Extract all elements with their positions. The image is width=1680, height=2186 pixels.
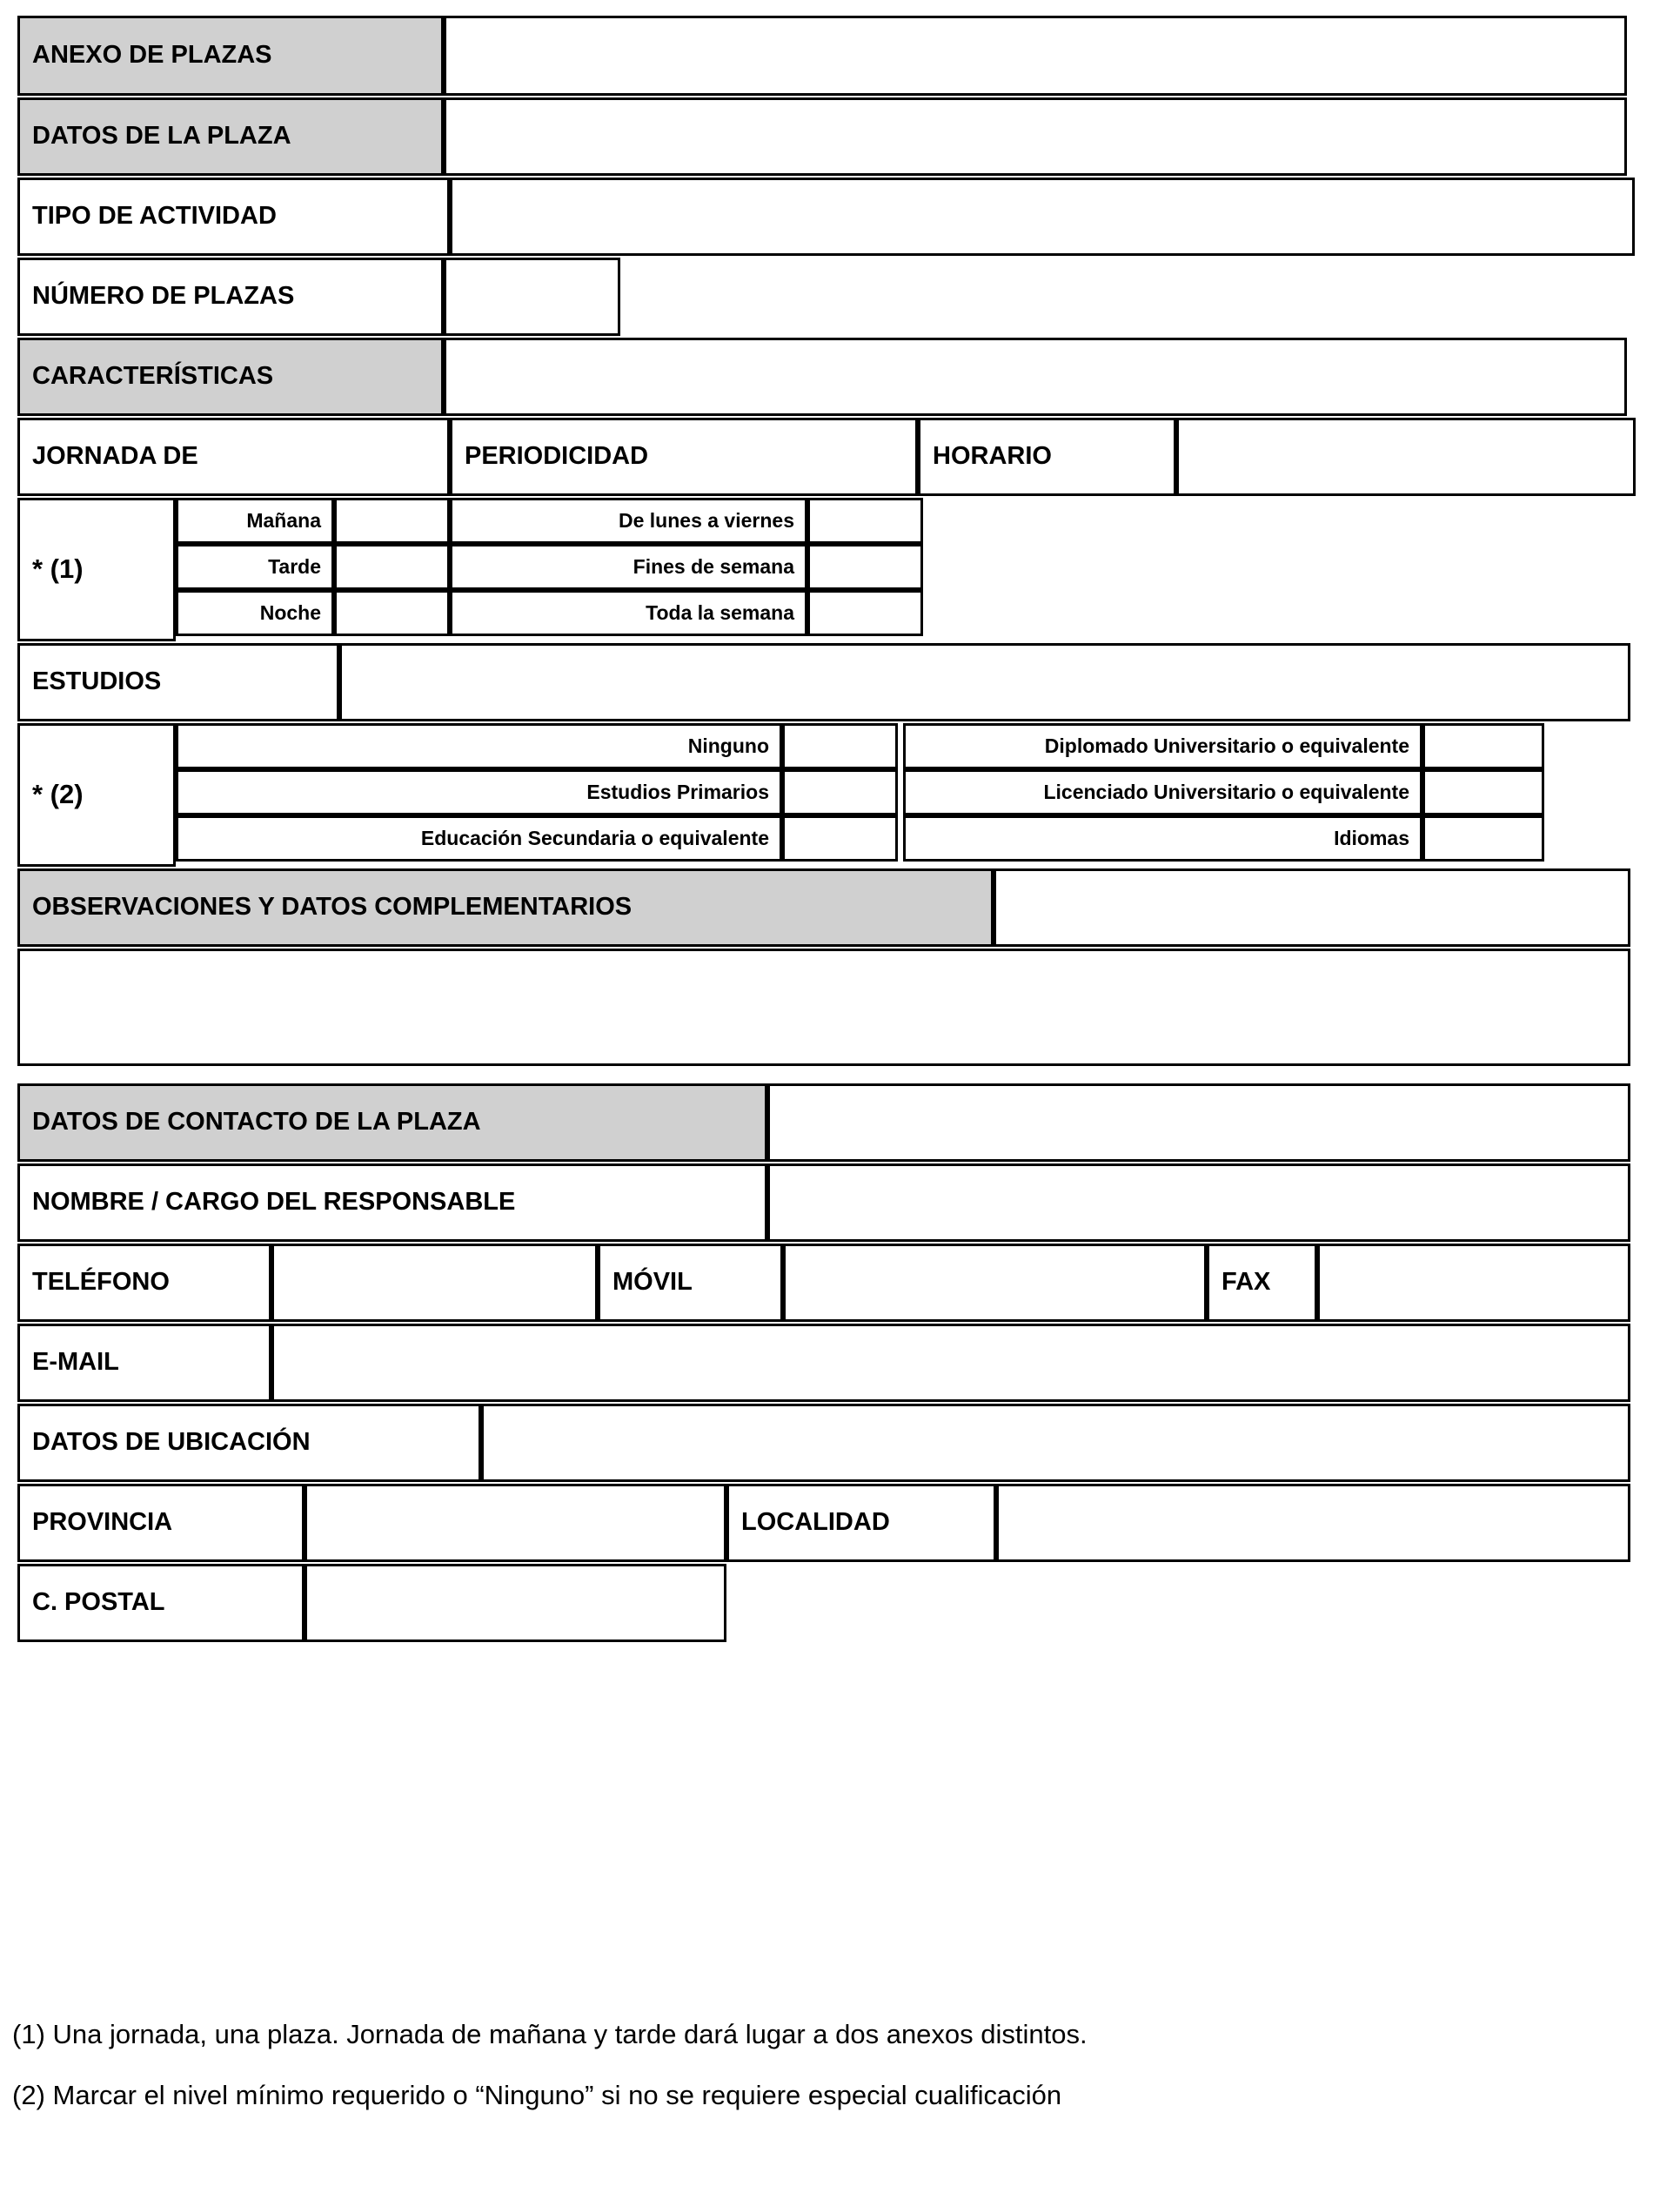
periodicidad-option-fines-semana[interactable] (450, 544, 923, 590)
estudios-option-ninguno[interactable] (176, 723, 898, 769)
label-periodicidad: PERIODICIDAD (450, 418, 918, 496)
plazas-form (17, 16, 1657, 1644)
spacer-before-contacto (17, 1068, 1657, 1083)
periodicidad-option-lunes-viernes-box[interactable] (807, 498, 923, 544)
estudios-option-primarios-label: Estudios Primarios (176, 769, 782, 815)
jornada-options-group (176, 498, 450, 641)
marker-estudios-label: * (2) (32, 779, 84, 810)
jornada-option-noche[interactable] (176, 590, 450, 636)
jornada-option-noche-label: Noche (176, 590, 334, 636)
jornada-option-tarde-box[interactable] (334, 544, 450, 590)
estudios-option-ninguno-box[interactable] (782, 723, 898, 769)
row-estudios (17, 643, 1657, 721)
estudios-option-licenciado-label: Licenciado Universitario o equivalente (903, 769, 1422, 815)
row-observaciones (17, 868, 1657, 947)
label-telefono: TELÉFONO (17, 1244, 271, 1322)
field-telefono[interactable] (271, 1244, 598, 1322)
periodicidad-options-group (450, 498, 923, 641)
field-movil[interactable] (783, 1244, 1207, 1322)
estudios-option-secundaria-label: Educación Secundaria o equivalente (176, 815, 782, 862)
field-caracteristicas[interactable] (444, 338, 1627, 416)
row-numero-de-plazas (17, 258, 1657, 336)
field-fax[interactable] (1317, 1244, 1630, 1322)
estudios-option-ninguno-label: Ninguno (176, 723, 782, 769)
estudios-option-idiomas-box[interactable] (1422, 815, 1544, 862)
label-codigo-postal: C. POSTAL (17, 1564, 305, 1642)
estudios-option-diplomado[interactable] (903, 723, 1544, 769)
estudios-option-licenciado[interactable] (903, 769, 1544, 815)
label-provincia: PROVINCIA (17, 1484, 305, 1562)
field-email[interactable] (271, 1324, 1630, 1402)
label-movil: MÓVIL (598, 1244, 783, 1322)
footnote-2: (2) Marcar el nivel mínimo requerido o “Ninguno” si no se requiere especial cualificación (12, 2080, 1062, 2110)
label-caracteristicas: CARACTERÍSTICAS (17, 338, 444, 416)
estudios-option-primarios[interactable] (176, 769, 898, 815)
footnotes (12, 2019, 1622, 2141)
row-codigo-postal (17, 1564, 1657, 1642)
row-provincia-localidad (17, 1484, 1657, 1562)
label-horario: HORARIO (918, 418, 1176, 496)
label-responsable: NOMBRE / CARGO DEL RESPONSABLE (17, 1163, 767, 1242)
label-email: E-MAIL (17, 1324, 271, 1402)
estudios-option-primarios-box[interactable] (782, 769, 898, 815)
row-email (17, 1324, 1657, 1402)
estudios-option-licenciado-box[interactable] (1422, 769, 1544, 815)
jornada-option-manana[interactable] (176, 498, 450, 544)
row-telefono-movil-fax (17, 1244, 1657, 1322)
field-provincia[interactable] (305, 1484, 726, 1562)
field-datos-de-ubicacion[interactable] (481, 1404, 1630, 1482)
row-responsable (17, 1163, 1657, 1242)
row-observaciones-textarea (17, 949, 1657, 1066)
field-numero-de-plazas[interactable] (444, 258, 620, 336)
jornada-option-noche-box[interactable] (334, 590, 450, 636)
field-estudios[interactable] (339, 643, 1630, 721)
row-anexo-de-plazas (17, 16, 1657, 96)
marker-jornada-cell (17, 498, 176, 641)
footnote-1: (1) Una jornada, una plaza. Jornada de mañana y tarde dará lugar a dos anexos distintos. (12, 2019, 1088, 2049)
periodicidad-option-lunes-viernes[interactable] (450, 498, 923, 544)
label-datos-de-contacto: DATOS DE CONTACTO DE LA PLAZA (17, 1083, 767, 1162)
field-datos-de-la-plaza[interactable] (444, 97, 1627, 176)
field-codigo-postal[interactable] (305, 1564, 726, 1642)
row-datos-de-contacto (17, 1083, 1657, 1162)
label-numero-de-plazas: NÚMERO DE PLAZAS (17, 258, 444, 336)
periodicidad-option-fines-semana-label: Fines de semana (450, 544, 807, 590)
estudios-options-left-group (176, 723, 898, 867)
estudios-option-secundaria-box[interactable] (782, 815, 898, 862)
estudios-option-idiomas[interactable] (903, 815, 1544, 862)
label-observaciones: OBSERVACIONES Y DATOS COMPLEMENTARIOS (17, 868, 994, 947)
periodicidad-option-lunes-viernes-label: De lunes a viernes (450, 498, 807, 544)
field-datos-de-contacto[interactable] (767, 1083, 1630, 1162)
field-responsable[interactable] (767, 1163, 1630, 1242)
label-estudios: ESTUDIOS (17, 643, 339, 721)
row-jornada-periodicidad-horario (17, 418, 1657, 496)
row-datos-de-la-plaza (17, 97, 1657, 176)
field-observaciones-text[interactable] (17, 949, 1630, 1066)
jornada-option-tarde[interactable] (176, 544, 450, 590)
row-jornada-periodicidad-options (17, 498, 1657, 641)
estudios-option-idiomas-label: Idiomas (903, 815, 1422, 862)
field-anexo-de-plazas[interactable] (444, 16, 1627, 96)
field-observaciones-header[interactable] (994, 868, 1630, 947)
label-jornada-de: JORNADA DE (17, 418, 450, 496)
field-localidad[interactable] (996, 1484, 1630, 1562)
label-fax: FAX (1207, 1244, 1317, 1322)
periodicidad-option-fines-semana-box[interactable] (807, 544, 923, 590)
periodicidad-option-toda-semana[interactable] (450, 590, 923, 636)
row-tipo-de-actividad (17, 178, 1657, 256)
jornada-option-tarde-label: Tarde (176, 544, 334, 590)
row-caracteristicas (17, 338, 1657, 416)
field-tipo-de-actividad[interactable] (450, 178, 1635, 256)
jornada-option-manana-label: Mañana (176, 498, 334, 544)
field-horario[interactable] (1176, 418, 1636, 496)
row-datos-de-ubicacion (17, 1404, 1657, 1482)
marker-estudios-cell (17, 723, 176, 867)
label-anexo-de-plazas: ANEXO DE PLAZAS (17, 16, 444, 96)
jornada-option-manana-box[interactable] (334, 498, 450, 544)
estudios-option-secundaria[interactable] (176, 815, 898, 862)
label-datos-de-la-plaza: DATOS DE LA PLAZA (17, 97, 444, 176)
label-datos-de-ubicacion: DATOS DE UBICACIÓN (17, 1404, 481, 1482)
estudios-options-right-group (903, 723, 1544, 867)
label-localidad: LOCALIDAD (726, 1484, 996, 1562)
row-estudios-options (17, 723, 1657, 867)
estudios-option-diplomado-label: Diplomado Universitario o equivalente (903, 723, 1422, 769)
periodicidad-option-toda-semana-label: Toda la semana (450, 590, 807, 636)
estudios-option-diplomado-box[interactable] (1422, 723, 1544, 769)
periodicidad-option-toda-semana-box[interactable] (807, 590, 923, 636)
label-tipo-de-actividad: TIPO DE ACTIVIDAD (17, 178, 450, 256)
marker-jornada-label: * (1) (32, 553, 84, 585)
